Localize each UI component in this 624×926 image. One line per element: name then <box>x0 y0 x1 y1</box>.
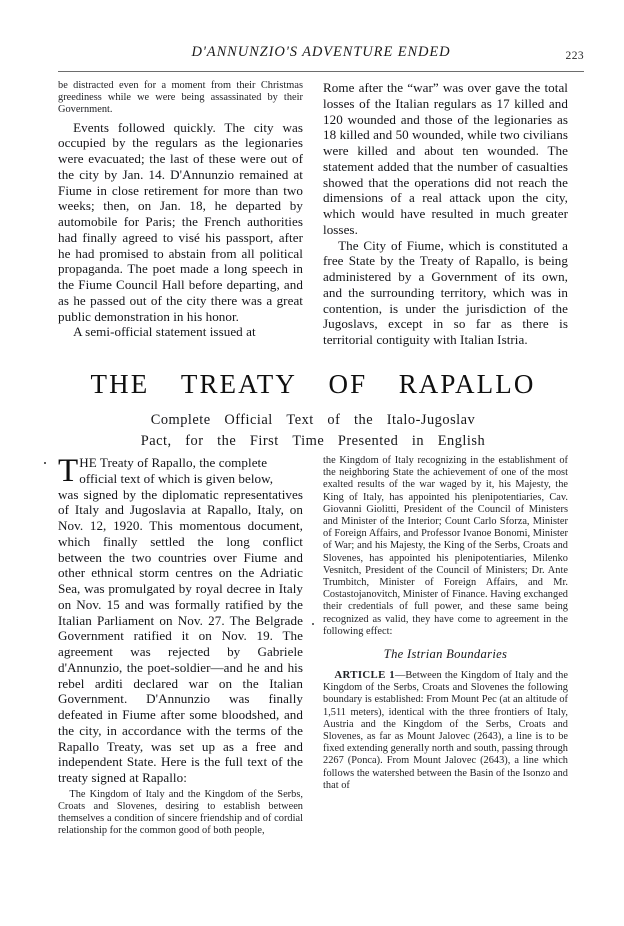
page-number: 223 <box>565 50 584 62</box>
running-head <box>58 44 584 70</box>
section-heading: The Istrian Boundaries <box>383 647 508 662</box>
lead-paragraph <box>58 455 303 786</box>
upper-article-right-column <box>323 80 568 348</box>
paragraph: A semi-official statement issued at <box>73 324 256 340</box>
treaty-article <box>58 455 568 838</box>
article-subtitle-line-1: Complete Official Text of the Italo-Jugoslav <box>150 412 476 428</box>
article-1-paragraph <box>323 669 568 792</box>
drop-cap: T <box>58 453 79 489</box>
preamble-continued: the Kingdom of Italy recognizing in the establishment of the neighboring State the achievement of one of the most exalted results of the war waged by it, his Majesty, the King of Italy, has appointed his plenipotentiaries, Cav. Giovanni Giolitti, President of the Council of Ministers and Minister of the Interior; Count Carlo Sforza, Minister of Foreign Affairs, and Professor Ivanoe Bonomi, Minister of War; and his Majesty, the King of the Serbs, Croats and Slovenes, has appointed his plenipotentiaries, Milenko Vesnitch, President of the Council of Ministers; Dr. Ante Trumbitch, Minister of Foreign Affairs, and Mr. Costastojanovitch, Minister of Finance. Having exchanged their credentials of full power, and these same being recognized as valid, they have come to agreement in the following effect: <box>323 455 568 637</box>
lead-body: was signed by the diplomatic representatives of Italy and Jugoslavia at Rapallo, Italy, on Nov. 12, 1920. This momentous document, which finally settled the long conflict between the two countries over Fiume and other ethnical storm centres on the Adriatic Sea, was promulgated by royal decree in Italy on Nov. 15 and was formally ratified by the Italian Parliament on Nov. 27. The Belgrade Government ratified it on Nov. 19. The agreement was rejected by Gabriele d'Annunzio, the poet-soldier—and he and his rebel arditi declared war on the Italian Government. D'Annunzio was finally defeated in Fiume after some bloodshed, and the city, in accordance with the terms of the Rapallo Treaty, was set up as a free and independent State. Here is the full text of the treaty signed at Rapallo: <box>58 486 303 785</box>
paragraph: Events followed quickly. The city was occupied by the regulars as the legionaries were evacuated; the last of these were out of the city by Jan. 14. D'Annunzio remained at Fiume in close retirement for more than two weeks; then, on Jan. 18, he departed by automobile for Paris; the French authorities had finally agreed to visé his passport, after he had promised to abstain from all political propaganda. The poet made a long speech in the Fiume Council Hall before departing, and as he passed out of the city there was a great public demonstration in his honor. <box>58 119 303 324</box>
scan-speck <box>44 462 46 464</box>
paragraph: The City of Fiume, which is constituted a free State by the Treaty of Rapallo, is being administered by a Government of its own, and the surrounding territory, which was in contention, is under the jurisdiction of the Jugoslavs, except in so far as there is territorial contiguity with Italian Istria. <box>323 237 568 347</box>
preamble-start: The Kingdom of Italy and the Kingdom of the Serbs, Croats and Slovenes, desiring to establish between themselves a condition of sincere friendship and of cordial relationship for the common good of both people, <box>58 788 303 837</box>
paragraph: Rome after the “war” was over gave the total losses of the Italian regulars as 17 killed and 120 wounded and those of the legionaries as 18 killed and 50 wounded, while two civilians were killed and about ten wounded. The statement added that the number of casualties showed that the operations did not reach the dimensions of a real attack upon the city, which would have resulted in much greater losses. <box>323 80 568 237</box>
article-title: THE TREATY OF RAPALLO <box>90 369 536 399</box>
upper-article <box>58 80 568 348</box>
article-body: —Between the Kingdom of Italy and the Kingdom of the Serbs, Croats and Slovenes the following boundary is established: From Mount Pec (at an altitude of 1,511 meters), identical with the three frontiers of Italy, Austria and the Kingdom of the Serbs, Croats and Slovenes, as far as Mount Jalovec (2643), a line is to be fixed extending generally north and south, passing through 2267 (Ponca). From Mount Jalovec (2643), a line which follows the watershed between the Basin of the Isonzo and that of <box>323 670 568 791</box>
lead-first-line: HE Treaty of Rapallo, the complete <box>79 455 268 470</box>
article-label: ARTICLE 1 <box>334 669 395 682</box>
article-title-block <box>58 368 568 452</box>
running-head-title: D'ANNUNZIO'S ADVENTURE ENDED <box>191 44 451 60</box>
article-subtitle-line-2: Pact, for the First Time Presented in English <box>140 433 486 449</box>
quote-continuation: be distracted even for a moment from their Christmas greediness while we were being assassinated by their Government. <box>58 80 303 116</box>
upper-article-left-column <box>58 80 303 348</box>
treaty-article-right-column <box>323 455 568 838</box>
lead-second-line: official text of which is given below, <box>79 470 274 486</box>
header-rule <box>58 71 584 72</box>
treaty-article-left-column <box>58 455 303 838</box>
article-subtitle <box>58 410 568 452</box>
